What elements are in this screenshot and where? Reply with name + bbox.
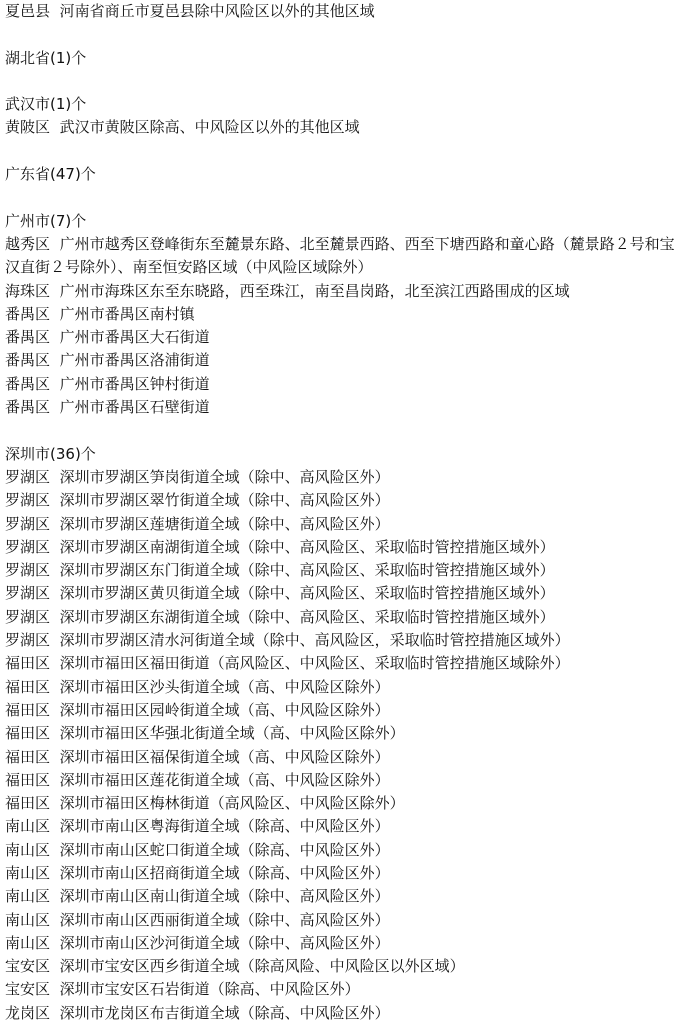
risk-area-entry (5, 885, 678, 908)
area-description: 深圳市罗湖区东湖街道全域（除中、高风险区、采取临时管控措施区域外） (59, 607, 555, 626)
risk-area-entry (5, 0, 678, 23)
risk-area-entry (5, 699, 678, 722)
district-name: 福田区 (5, 654, 51, 673)
area-description: 深圳市罗湖区南湖街道全域（除中、高风险区、采取临时管控措施区域外） (59, 537, 555, 556)
risk-area-entry (5, 303, 678, 326)
blank-line (5, 186, 678, 209)
risk-area-entry (5, 1002, 678, 1025)
risk-area-entry (5, 373, 678, 396)
risk-area-entry (5, 978, 678, 1001)
area-description: 深圳市南山区沙河街道全域（除中、高风险区外） (59, 933, 390, 952)
risk-area-entry (5, 606, 678, 629)
risk-area-entry (5, 862, 678, 885)
risk-area-entry (5, 815, 678, 838)
district-name: 龙岗区 (5, 1003, 51, 1022)
risk-area-entry (5, 746, 678, 769)
area-description: 广州市番禺区南村镇 (59, 304, 195, 323)
district-name: 罗湖区 (5, 491, 51, 510)
area-description: 深圳市南山区蛇口街道全域（除高、中风险区外） (59, 840, 390, 859)
district-name: 罗湖区 (5, 631, 51, 650)
district-name: 福田区 (5, 724, 51, 743)
district-name: 南山区 (5, 840, 51, 859)
area-description: 深圳市南山区西丽街道全域（除中、高风险区外） (59, 910, 390, 929)
risk-area-entry (5, 326, 678, 349)
district-name: 宝安区 (5, 980, 51, 999)
district-name: 南山区 (5, 817, 51, 836)
district-name: 越秀区 (5, 234, 51, 253)
district-name: 罗湖区 (5, 561, 51, 580)
district-name: 罗湖区 (5, 514, 51, 533)
district-name: 黄陂区 (5, 118, 51, 137)
area-description: 深圳市罗湖区笋岗街道全域（除中、高风险区外） (59, 467, 390, 486)
area-description: 广州市番禺区洛浦街道 (59, 351, 210, 370)
area-description: 深圳市福田区福保街道全域（高、中风险区除外） (59, 747, 390, 766)
area-description: 深圳市南山区招商街道全域（除高、中风险区外） (59, 863, 390, 882)
area-description: 深圳市福田区莲花街道全域（高、中风险区除外） (59, 770, 390, 789)
region-heading: 武汉市(1)个 (5, 95, 87, 114)
region-heading: 深圳市(36)个 (5, 444, 96, 463)
blank-line (5, 70, 678, 93)
blank-line (5, 140, 678, 163)
area-description: 深圳市南山区南山街道全域（除中、高风险区外） (59, 887, 390, 906)
area-description: 深圳市福田区华强北街道全域（高、中风险区除外） (59, 724, 405, 743)
risk-area-entry (5, 769, 678, 792)
risk-area-entry (5, 629, 678, 652)
district-name: 福田区 (5, 700, 51, 719)
area-description: 广州市海珠区东至东晓路，西至珠江，南至昌岗路，北至滨江西路围成的区域 (59, 281, 570, 300)
risk-area-entry (5, 280, 678, 303)
risk-area-entry (5, 396, 678, 419)
risk-area-entry (5, 722, 678, 745)
area-description: 武汉市黄陂区除高、中风险区以外的其他区域 (59, 118, 360, 137)
area-description: 深圳市罗湖区东门街道全域（除中、高风险区、采取临时管控措施区域外） (59, 561, 555, 580)
area-description: 深圳市福田区梅林街道（高风险区、中风险区除外） (59, 794, 405, 813)
area-description: 深圳市南山区粤海街道全域（除高、中风险区外） (59, 817, 390, 836)
area-description: 深圳市罗湖区翠竹街道全域（除中、高风险区外） (59, 491, 390, 510)
risk-area-entry (5, 233, 678, 280)
region-heading: 广州市(7)个 (5, 211, 87, 230)
risk-area-entry (5, 559, 678, 582)
blank-line (5, 23, 678, 46)
risk-area-entry (5, 932, 678, 955)
area-description: 深圳市罗湖区黄贝街道全域（除中、高风险区、采取临时管控措施区域外） (59, 584, 555, 603)
district-name: 罗湖区 (5, 584, 51, 603)
district-name: 南山区 (5, 933, 51, 952)
area-description: 广州市越秀区登峰街东至麓景东路、北至麓景西路、西至下塘西路和童心路（麓景路２号和宝汉直街２号除外）、南至恒安路区域（中风险区域除外） (5, 234, 675, 277)
area-description: 深圳市宝安区西乡街道全域（除高风险、中风险区以外区域） (59, 957, 465, 976)
area-description: 深圳市罗湖区莲塘街道全域（除中、高风险区外） (59, 514, 390, 533)
risk-area-entry (5, 513, 678, 536)
district-name: 南山区 (5, 910, 51, 929)
risk-area-entry (5, 955, 678, 978)
district-name: 海珠区 (5, 281, 51, 300)
district-name: 罗湖区 (5, 607, 51, 626)
district-name: 番禺区 (5, 328, 51, 347)
district-name: 番禺区 (5, 304, 51, 323)
region-heading: 湖北省(1)个 (5, 48, 87, 67)
risk-area-entry (5, 792, 678, 815)
risk-area-entry (5, 349, 678, 372)
area-description: 深圳市宝安区石岩街道（除高、中风险区外） (59, 980, 360, 999)
blank-line (5, 419, 678, 442)
district-name: 罗湖区 (5, 537, 51, 556)
area-description: 深圳市福田区沙头街道全域（高、中风险区除外） (59, 677, 390, 696)
district-name: 福田区 (5, 747, 51, 766)
risk-area-entry (5, 116, 678, 139)
district-name: 番禺区 (5, 398, 51, 417)
district-name: 福田区 (5, 677, 51, 696)
district-name: 南山区 (5, 863, 51, 882)
district-name: 番禺区 (5, 351, 51, 370)
district-name: 福田区 (5, 770, 51, 789)
district-name: 罗湖区 (5, 467, 51, 486)
area-description: 深圳市福田区园岭街道全域（高、中风险区除外） (59, 700, 390, 719)
district-name: 番禺区 (5, 374, 51, 393)
area-description: 深圳市龙岗区布吉街道全域（除高、中风险区外） (59, 1003, 390, 1022)
district-name: 夏邑县 (5, 2, 51, 20)
risk-area-entry (5, 489, 678, 512)
area-description: 河南省商丘市夏邑县除中风险区以外的其他区域 (59, 2, 375, 20)
risk-area-entry (5, 909, 678, 932)
district-name: 宝安区 (5, 957, 51, 976)
region-heading: 广东省(47)个 (5, 165, 96, 184)
district-name: 福田区 (5, 794, 51, 813)
risk-area-entry (5, 466, 678, 489)
area-description: 深圳市福田区福田街道（高风险区、中风险区、采取临时管控措施区域除外） (59, 654, 570, 673)
area-description: 广州市番禺区石壁街道 (59, 398, 210, 417)
risk-area-entry (5, 676, 678, 699)
area-description: 广州市番禺区钟村街道 (59, 374, 210, 393)
district-name: 南山区 (5, 887, 51, 906)
area-description: 深圳市罗湖区清水河街道全域（除中、高风险区，采取临时管控措施区域外） (59, 631, 570, 650)
risk-area-entry (5, 582, 678, 605)
risk-area-entry (5, 839, 678, 862)
risk-area-entry (5, 536, 678, 559)
risk-area-entry (5, 652, 678, 675)
area-description: 广州市番禺区大石街道 (59, 328, 210, 347)
